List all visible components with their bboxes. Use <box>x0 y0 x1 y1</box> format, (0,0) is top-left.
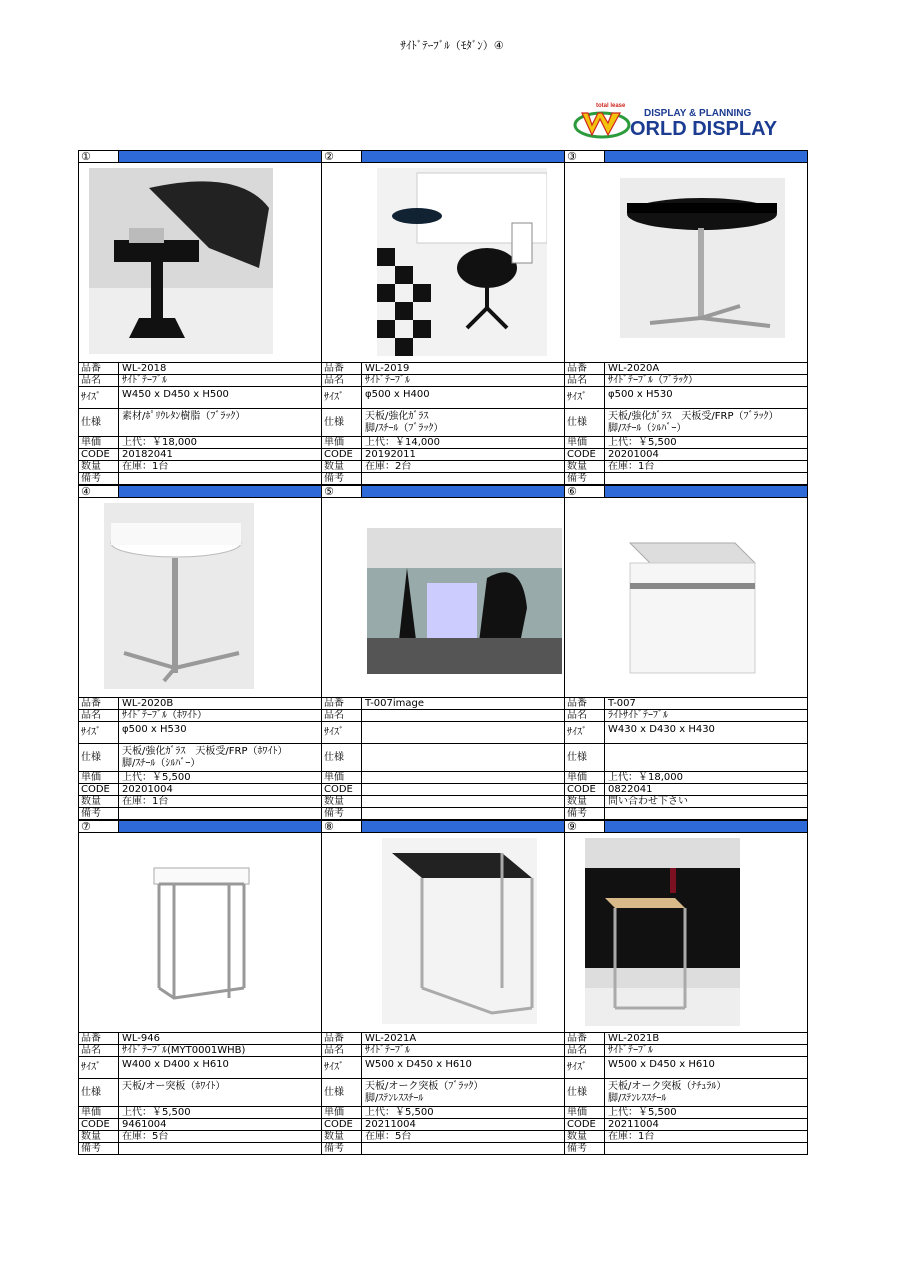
size-value: W500 x D450 x H610 <box>608 1059 715 1070</box>
header-bar <box>605 821 807 832</box>
size-label: ｻｲｽﾞ <box>79 1057 119 1078</box>
name-label: 品名 <box>79 1045 119 1056</box>
note-value <box>362 808 564 819</box>
spec-row <box>322 1079 564 1107</box>
part_no-label: 品番 <box>322 698 362 709</box>
name-row <box>322 1045 564 1057</box>
name-row <box>79 710 321 722</box>
part_no-value: T-007 <box>608 698 636 709</box>
product-photo <box>322 498 564 698</box>
qty-value: 在庫：1台 <box>122 796 169 807</box>
name-label: 品名 <box>322 1045 362 1056</box>
size-row <box>565 722 807 744</box>
item-header <box>565 820 807 833</box>
code-label: CODE <box>565 784 605 795</box>
name-value: ｻｲﾄﾞﾃｰﾌﾞﾙ（ﾎﾜｲﾄ） <box>122 710 207 721</box>
qty-value: 在庫：1台 <box>608 461 655 472</box>
qty-label: 数量 <box>322 1131 362 1142</box>
spec-row <box>322 744 564 772</box>
name-value: ｻｲﾄﾞﾃｰﾌﾞﾙ <box>365 375 410 386</box>
name-label: 品名 <box>565 1045 605 1056</box>
code-label: CODE <box>322 784 362 795</box>
qty-value <box>362 796 564 807</box>
product-photo <box>79 163 321 363</box>
price-value: 上代：￥5,500 <box>608 437 677 448</box>
qty-label: 数量 <box>565 461 605 472</box>
code-value: 0822041 <box>608 784 653 795</box>
note-value <box>119 808 321 819</box>
price-row <box>79 437 321 449</box>
size-value: W430 x D430 x H430 <box>608 724 715 735</box>
qty-label: 数量 <box>565 1131 605 1142</box>
size-label: ｻｲｽﾞ <box>322 722 362 743</box>
price-value: 上代：￥14,000 <box>365 437 440 448</box>
part_no-value: WL-2021A <box>365 1033 417 1044</box>
size-row <box>79 722 321 744</box>
qty-row <box>79 796 321 808</box>
spec-value <box>605 1079 807 1106</box>
item-header <box>565 485 807 498</box>
spec-row <box>565 744 807 772</box>
size-label: ｻｲｽﾞ <box>79 722 119 743</box>
spec-line-1: 素材/ﾎﾟﾘｳﾚﾀﾝ樹脂（ﾌﾞﾗｯｸ） <box>122 411 246 422</box>
name-value: ﾗｲﾄｻｲﾄﾞﾃｰﾌﾞﾙ <box>608 710 668 721</box>
size-label: ｻｲｽﾞ <box>565 387 605 408</box>
part_no-label: 品番 <box>79 363 119 374</box>
product-cell <box>78 150 321 485</box>
code-label: CODE <box>322 1119 362 1130</box>
qty-label: 数量 <box>565 796 605 807</box>
price-value: 上代：￥18,000 <box>122 437 197 448</box>
spec-line-1: 天板/オー突板（ﾎﾜｲﾄ） <box>122 1081 226 1092</box>
spec-label: 仕様 <box>565 744 605 771</box>
note-value <box>605 808 807 819</box>
header-bar <box>605 151 807 162</box>
qty-row <box>322 1131 564 1143</box>
spec-row <box>565 1079 807 1107</box>
size-label: ｻｲｽﾞ <box>322 387 362 408</box>
qty-value: 在庫：5台 <box>122 1131 169 1142</box>
part_no-row <box>322 363 564 375</box>
note-label: 備考 <box>79 808 119 819</box>
spec-line-1: 天板/強化ｶﾞﾗｽ 天板受/FRP（ﾌﾞﾗｯｸ） <box>608 411 779 422</box>
part_no-label: 品番 <box>79 1033 119 1044</box>
header-bar <box>362 821 564 832</box>
part_no-row <box>322 1033 564 1045</box>
code-value: 9461004 <box>122 1119 167 1130</box>
qty-label: 数量 <box>79 1131 119 1142</box>
part_no-row <box>79 1033 321 1045</box>
product-photo <box>565 498 807 698</box>
spec-line-1: 天板/強化ｶﾞﾗｽ <box>365 411 429 422</box>
size-row <box>79 1057 321 1079</box>
spec-label: 仕様 <box>322 409 362 436</box>
item-number: ③ <box>565 151 605 162</box>
price-value: 上代：￥5,500 <box>365 1107 434 1118</box>
logo-tagline: DISPLAY & PLANNING <box>644 108 752 119</box>
product-cell <box>78 820 321 1155</box>
name-row <box>322 710 564 722</box>
part_no-label: 品番 <box>79 698 119 709</box>
name-label: 品名 <box>322 710 362 721</box>
name-label: 品名 <box>565 710 605 721</box>
size-value: φ500 x H530 <box>122 724 187 735</box>
name-value: ｻｲﾄﾞﾃｰﾌﾞﾙ(MYT0001WHB) <box>122 1045 246 1056</box>
size-value: W450 x D450 x H500 <box>122 389 229 400</box>
spec-label: 仕様 <box>565 1079 605 1106</box>
size-label: ｻｲｽﾞ <box>322 1057 362 1078</box>
code-value: 20201004 <box>608 449 659 460</box>
header-bar <box>119 151 321 162</box>
qty-row <box>79 1131 321 1143</box>
item-header <box>565 150 807 163</box>
name-row <box>79 1045 321 1057</box>
item-header <box>322 150 564 163</box>
code-value: 20182041 <box>122 449 173 460</box>
name-row <box>79 375 321 387</box>
note-value <box>119 1143 321 1154</box>
part_no-row <box>565 1033 807 1045</box>
product-cell <box>321 150 564 485</box>
part_no-row <box>565 698 807 710</box>
code-label: CODE <box>79 784 119 795</box>
code-value: 20201004 <box>122 784 173 795</box>
note-row <box>565 473 807 485</box>
item-header <box>322 485 564 498</box>
note-value <box>605 473 807 484</box>
size-label: ｻｲｽﾞ <box>79 387 119 408</box>
item-number: ⑨ <box>565 821 605 832</box>
size-value <box>362 722 564 743</box>
code-label: CODE <box>79 449 119 460</box>
part_no-label: 品番 <box>322 1033 362 1044</box>
product-photo <box>322 833 564 1033</box>
item-number: ⑥ <box>565 486 605 497</box>
note-value <box>119 473 321 484</box>
note-row <box>79 808 321 820</box>
note-label: 備考 <box>565 808 605 819</box>
part_no-row <box>565 363 807 375</box>
header-bar <box>362 486 564 497</box>
part_no-value: WL-946 <box>122 1033 160 1044</box>
spec-value <box>362 409 564 436</box>
price-row <box>79 772 321 784</box>
name-label: 品名 <box>79 710 119 721</box>
header-bar <box>605 486 807 497</box>
spec-value <box>605 409 807 436</box>
size-row <box>565 1057 807 1079</box>
code-label: CODE <box>565 1119 605 1130</box>
price-label: 単価 <box>79 437 119 448</box>
product-photo <box>79 833 321 1033</box>
price-label: 単価 <box>322 1107 362 1118</box>
product-row <box>78 820 808 1155</box>
spec-value <box>605 744 807 771</box>
note-row <box>565 1143 807 1155</box>
note-row <box>79 1143 321 1155</box>
code-row <box>565 449 807 461</box>
product-row <box>78 485 808 820</box>
price-label: 単価 <box>565 1107 605 1118</box>
note-row <box>565 808 807 820</box>
code-row <box>79 1119 321 1131</box>
name-label: 品名 <box>322 375 362 386</box>
price-value: 上代：￥5,500 <box>122 772 191 783</box>
part_no-value: WL-2021B <box>608 1033 660 1044</box>
spec-value <box>119 409 321 436</box>
note-value <box>362 1143 564 1154</box>
code-value: 20211004 <box>608 1119 659 1130</box>
qty-value: 在庫：2台 <box>365 461 412 472</box>
code-label: CODE <box>79 1119 119 1130</box>
product-photo <box>79 498 321 698</box>
product-cell <box>78 485 321 820</box>
name-value: ｻｲﾄﾞﾃｰﾌﾞﾙ <box>365 1045 410 1056</box>
item-header <box>79 820 321 833</box>
name-label: 品名 <box>79 375 119 386</box>
qty-row <box>79 461 321 473</box>
product-grid <box>78 150 808 1155</box>
price-row <box>565 437 807 449</box>
name-value: ｻｲﾄﾞﾃｰﾌﾞﾙ <box>608 1045 653 1056</box>
qty-label: 数量 <box>79 461 119 472</box>
code-row <box>322 449 564 461</box>
header-bar <box>362 151 564 162</box>
logo-small-text: total lease <box>596 103 626 109</box>
spec-line-2: 脚/ｽﾁｰﾙ（ｼﾙﾊﾞｰ） <box>122 758 201 769</box>
price-row <box>322 437 564 449</box>
spec-row <box>79 409 321 437</box>
spec-value <box>119 1079 321 1106</box>
price-row <box>565 1107 807 1119</box>
size-row <box>565 387 807 409</box>
item-header <box>79 485 321 498</box>
item-number: ④ <box>79 486 119 497</box>
code-value <box>362 784 564 795</box>
part_no-value: T-007image <box>365 698 425 709</box>
spec-label: 仕様 <box>322 744 362 771</box>
name-row <box>565 375 807 387</box>
price-row <box>322 772 564 784</box>
product-photo <box>565 833 807 1033</box>
spec-line-2: 脚/ｽﾁｰﾙ（ﾌﾞﾗｯｸ） <box>365 423 444 434</box>
name-row <box>322 375 564 387</box>
code-row <box>79 449 321 461</box>
qty-label: 数量 <box>79 796 119 807</box>
name-row <box>565 1045 807 1057</box>
spec-row <box>565 409 807 437</box>
note-label: 備考 <box>565 473 605 484</box>
page-title: ｻｲﾄﾞﾃｰﾌﾞﾙ（ﾓﾀﾞﾝ）④ <box>400 39 504 52</box>
qty-label: 数量 <box>322 796 362 807</box>
name-row <box>565 710 807 722</box>
price-label: 単価 <box>322 772 362 783</box>
header-bar <box>119 486 321 497</box>
product-row <box>78 150 808 485</box>
item-number: ② <box>322 151 362 162</box>
code-value: 20192011 <box>365 449 416 460</box>
note-row <box>79 473 321 485</box>
part_no-row <box>79 698 321 710</box>
qty-row <box>322 796 564 808</box>
code-row <box>565 784 807 796</box>
product-photo <box>322 163 564 363</box>
size-value: W400 x D400 x H610 <box>122 1059 229 1070</box>
spec-line-1: 天板/オーク突板（ﾌﾞﾗｯｸ） <box>365 1081 484 1092</box>
code-label: CODE <box>565 449 605 460</box>
code-row <box>322 1119 564 1131</box>
note-row <box>322 1143 564 1155</box>
price-label: 単価 <box>79 772 119 783</box>
product-cell <box>321 820 564 1155</box>
part_no-value: WL-2020B <box>122 698 174 709</box>
price-label: 単価 <box>565 437 605 448</box>
size-row <box>322 1057 564 1079</box>
item-number: ⑧ <box>322 821 362 832</box>
qty-value: 在庫：1台 <box>608 1131 655 1142</box>
price-row <box>565 772 807 784</box>
product-cell <box>564 150 808 485</box>
spec-label: 仕様 <box>79 744 119 771</box>
spec-value <box>362 1079 564 1106</box>
product-cell <box>564 485 808 820</box>
code-label: CODE <box>322 449 362 460</box>
price-value <box>362 772 564 783</box>
spec-label: 仕様 <box>79 409 119 436</box>
part_no-value: WL-2020A <box>608 363 660 374</box>
part_no-label: 品番 <box>565 363 605 374</box>
note-value <box>362 473 564 484</box>
world-display-logo <box>572 99 807 141</box>
header-bar <box>119 821 321 832</box>
part_no-label: 品番 <box>322 363 362 374</box>
spec-line-1: 天板/オーク突板（ﾅﾁｭﾗﾙ） <box>608 1081 727 1092</box>
part_no-row <box>322 698 564 710</box>
spec-row <box>79 1079 321 1107</box>
item-number: ① <box>79 151 119 162</box>
note-label: 備考 <box>322 1143 362 1154</box>
price-value: 上代：￥5,500 <box>122 1107 191 1118</box>
size-value: W500 x D450 x H610 <box>365 1059 472 1070</box>
size-label: ｻｲｽﾞ <box>565 722 605 743</box>
name-value: ｻｲﾄﾞﾃｰﾌﾞﾙ <box>122 375 167 386</box>
note-label: 備考 <box>322 473 362 484</box>
product-cell <box>564 820 808 1155</box>
part_no-label: 品番 <box>565 1033 605 1044</box>
qty-value: 問い合わせ下さい <box>608 796 688 807</box>
spec-line-2: 脚/ｽﾁｰﾙ（ｼﾙﾊﾞｰ） <box>608 423 687 434</box>
qty-row <box>565 461 807 473</box>
logo-wordmark: ORLD DISPLAY <box>630 118 778 140</box>
item-number: ⑦ <box>79 821 119 832</box>
part_no-value: WL-2018 <box>122 363 167 374</box>
code-row <box>322 784 564 796</box>
note-label: 備考 <box>79 1143 119 1154</box>
price-row <box>79 1107 321 1119</box>
qty-value: 在庫：1台 <box>122 461 169 472</box>
size-row <box>322 387 564 409</box>
note-value <box>605 1143 807 1154</box>
qty-row <box>322 461 564 473</box>
price-label: 単価 <box>79 1107 119 1118</box>
product-cell <box>321 485 564 820</box>
note-row <box>322 808 564 820</box>
spec-label: 仕様 <box>565 409 605 436</box>
size-row <box>79 387 321 409</box>
item-number: ⑤ <box>322 486 362 497</box>
price-row <box>322 1107 564 1119</box>
qty-label: 数量 <box>322 461 362 472</box>
name-label: 品名 <box>565 375 605 386</box>
part_no-row <box>79 363 321 375</box>
spec-label: 仕様 <box>79 1079 119 1106</box>
code-row <box>79 784 321 796</box>
size-row <box>322 722 564 744</box>
name-value <box>362 710 564 721</box>
spec-label: 仕様 <box>322 1079 362 1106</box>
price-value: 上代：￥5,500 <box>608 1107 677 1118</box>
name-value: ｻｲﾄﾞﾃｰﾌﾞﾙ（ﾌﾞﾗｯｸ） <box>608 375 698 386</box>
part_no-label: 品番 <box>565 698 605 709</box>
item-header <box>322 820 564 833</box>
size-value: φ500 x H530 <box>608 389 673 400</box>
size-label: ｻｲｽﾞ <box>565 1057 605 1078</box>
code-row <box>565 1119 807 1131</box>
price-label: 単価 <box>322 437 362 448</box>
note-label: 備考 <box>565 1143 605 1154</box>
price-label: 単価 <box>565 772 605 783</box>
spec-row <box>79 744 321 772</box>
code-value: 20211004 <box>365 1119 416 1130</box>
spec-row <box>322 409 564 437</box>
product-photo <box>565 163 807 363</box>
item-header <box>79 150 321 163</box>
note-label: 備考 <box>79 473 119 484</box>
note-row <box>322 473 564 485</box>
spec-value <box>362 744 564 771</box>
qty-value: 在庫：5台 <box>365 1131 412 1142</box>
spec-line-2: 脚/ｽﾃﾝﾚｽｽﾁｰﾙ <box>608 1093 667 1104</box>
spec-value <box>119 744 321 771</box>
spec-line-1: 天板/強化ｶﾞﾗｽ 天板受/FRP（ﾎﾜｲﾄ） <box>122 746 288 757</box>
size-value: φ500 x H400 <box>365 389 430 400</box>
qty-row <box>565 1131 807 1143</box>
spec-line-2: 脚/ｽﾃﾝﾚｽｽﾁｰﾙ <box>365 1093 424 1104</box>
price-value: 上代：￥18,000 <box>608 772 683 783</box>
qty-row <box>565 796 807 808</box>
part_no-value: WL-2019 <box>365 363 410 374</box>
note-label: 備考 <box>322 808 362 819</box>
